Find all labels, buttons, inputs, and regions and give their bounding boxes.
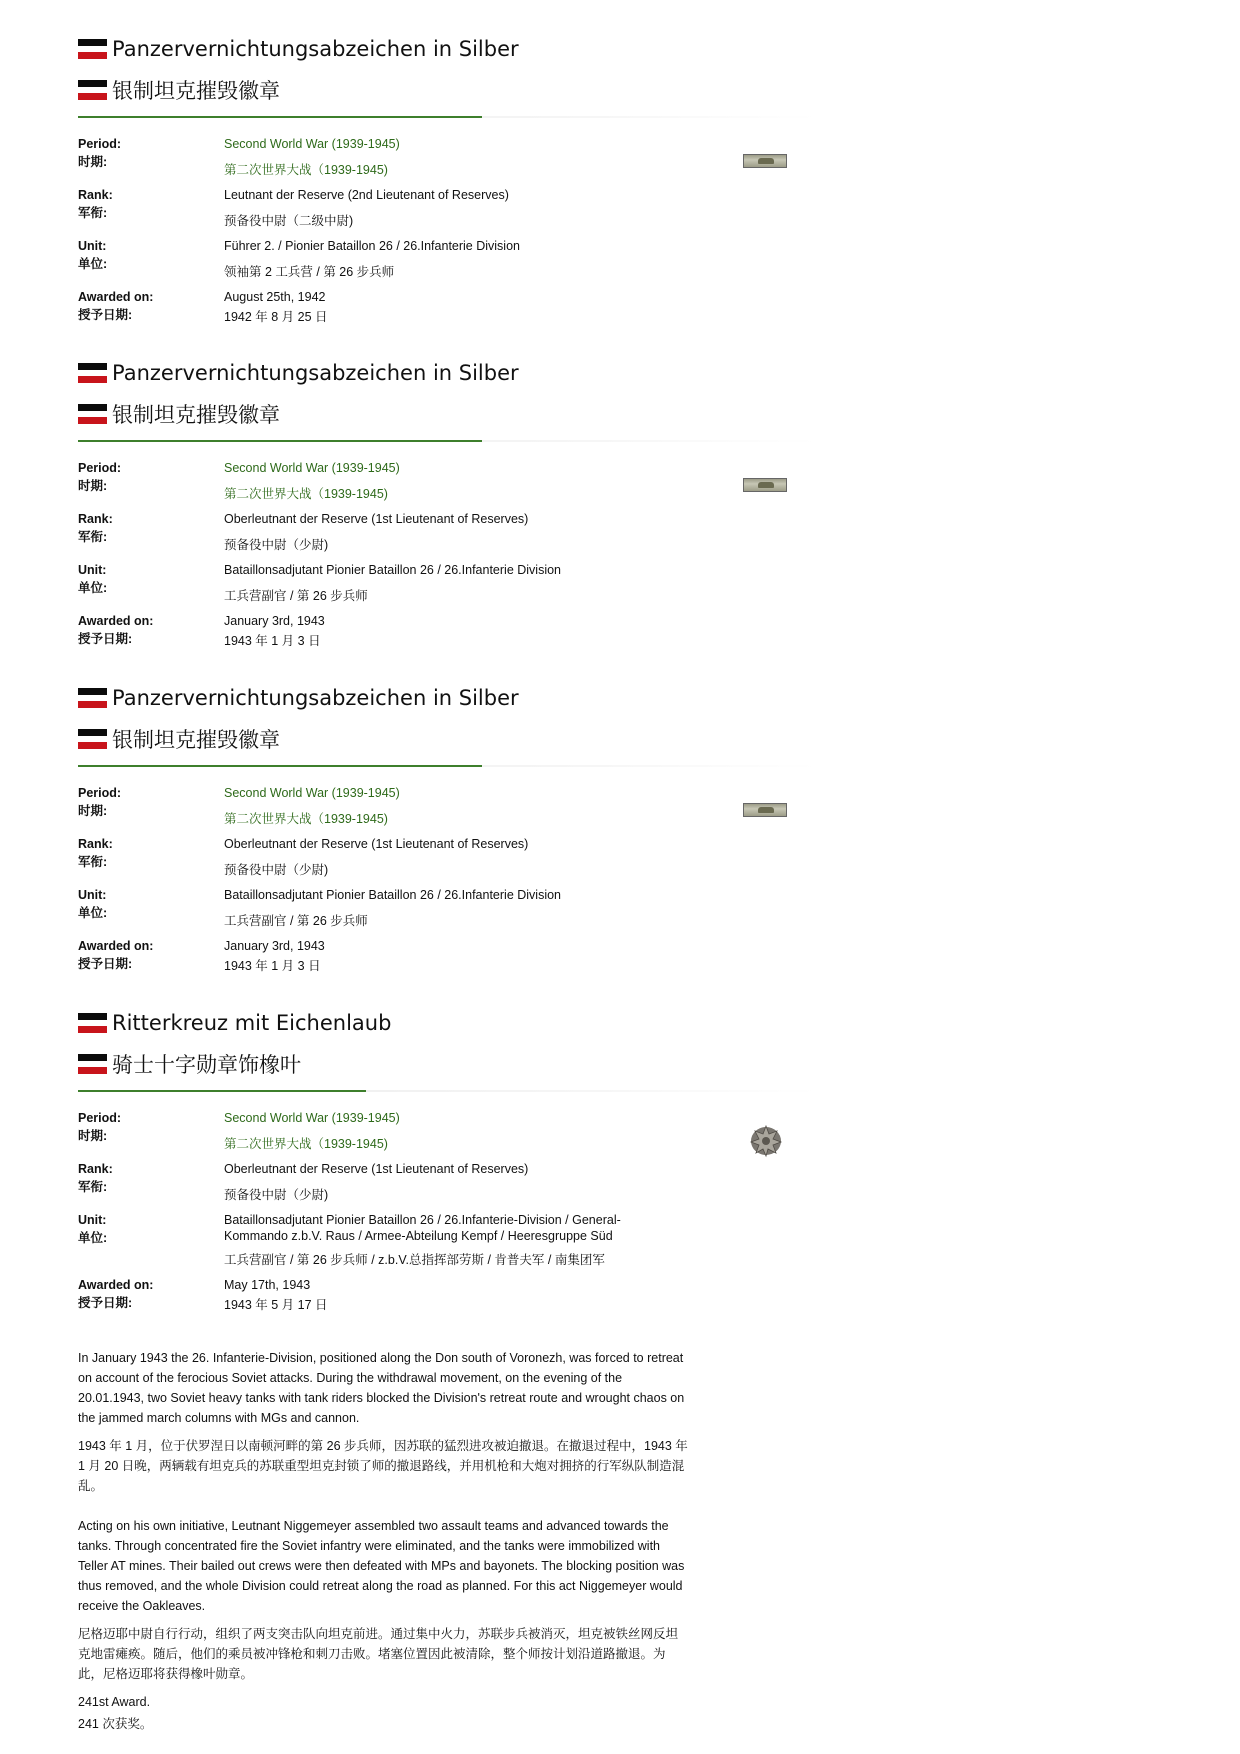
award-title-de: Panzervernichtungsabzeichen in Silber — [112, 361, 519, 385]
rank-row — [78, 836, 818, 880]
unit-row — [78, 562, 818, 606]
reich-flag-icon — [78, 404, 107, 424]
reich-flag-icon — [78, 1013, 107, 1033]
award-count-zh: 241 次获奖。 — [78, 1717, 153, 1731]
awarded-value-en: January 3rd, 1943 — [224, 614, 325, 628]
awarded-label-zh: 授予日期: — [78, 308, 133, 322]
tank-destruction-badge-icon — [743, 803, 787, 817]
awarded-value-en: August 25th, 1942 — [224, 290, 326, 304]
narrative-paragraph-1-zh: 1943 年 1 月，位于伏罗涅日以南顿河畔的第 26 步兵师，因苏联的猛烈进攻被迫撤退。在撤退过程中，1943 年 1 月 20 日晚，两辆载有坦克兵的苏联重型坦克封锁了师的撤退路线，并用机枪和大炮对拥挤的行军纵队制造混乱。 — [78, 1439, 688, 1493]
award-title-de: Panzervernichtungsabzeichen in Silber — [112, 37, 519, 61]
unit-row — [78, 238, 818, 282]
section-divider — [78, 440, 818, 442]
awarded-row — [78, 289, 818, 329]
tank-destruction-badge-icon — [743, 478, 787, 492]
period-value-zh: 第二次世界大战（1939-1945) — [224, 487, 388, 501]
unit-value-zh: 工兵营副官 / 第 26 步兵师 / z.b.V.总指挥部劳斯 / 肯普夫军 / 南集团军 — [224, 1253, 605, 1267]
period-label-zh: 时期: — [78, 155, 108, 169]
rank-value-en: Oberleutnant der Reserve (1st Lieutenant of Reserves) — [224, 837, 529, 851]
award-title-de-line — [78, 34, 818, 64]
rank-label-zh: 军衔: — [78, 206, 108, 220]
period-label-zh: 时期: — [78, 479, 108, 493]
award-details — [78, 785, 818, 978]
period-value-zh: 第二次世界大战（1939-1945) — [224, 812, 388, 826]
section-divider — [78, 1090, 818, 1092]
oak-leaves-icon — [748, 1122, 784, 1158]
award-title-zh-line — [78, 724, 818, 754]
rank-row — [78, 1161, 818, 1205]
awarded-label-zh: 授予日期: — [78, 957, 133, 971]
awarded-value-zh: 1943 年 5 月 17 日 — [224, 1298, 328, 1312]
reich-flag-icon — [78, 39, 107, 59]
period-label-en: Period: — [78, 786, 122, 800]
award-count-en: 241st Award. — [78, 1695, 151, 1709]
unit-value-zh: 工兵营副官 / 第 26 步兵师 — [224, 589, 368, 603]
awarded-row — [78, 1277, 818, 1317]
unit-label-en: Unit: — [78, 1213, 107, 1227]
unit-value-en: Führer 2. / Pionier Bataillon 26 / 26.Infanterie Division — [224, 239, 520, 253]
award-details — [78, 1110, 818, 1317]
reich-flag-icon — [78, 729, 107, 749]
rank-label-zh: 军衔: — [78, 1180, 108, 1194]
period-label-en: Period: — [78, 1111, 122, 1125]
period-row — [78, 460, 818, 504]
unit-label-zh: 单位: — [78, 581, 108, 595]
unit-value-en: Bataillonsadjutant Pionier Bataillon 26 / 26.Infanterie-Division / General-Kommando z.b.V. Raus / Armee-Abteilung Kempf / Heeresgruppe Süd — [224, 1213, 621, 1243]
reich-flag-icon — [78, 688, 107, 708]
rank-value-zh: 预备役中尉（少尉) — [224, 1188, 329, 1202]
rank-value-zh: 预备役中尉（少尉) — [224, 863, 329, 877]
period-value-zh: 第二次世界大战（1939-1945) — [224, 1137, 388, 1151]
awarded-label-zh: 授予日期: — [78, 1296, 133, 1310]
unit-value-zh: 工兵营副官 / 第 26 步兵师 — [224, 914, 368, 928]
period-value-en: Second World War (1939-1945) — [224, 786, 400, 800]
award-title-zh-line — [78, 399, 818, 429]
award-title-de: Panzervernichtungsabzeichen in Silber — [112, 686, 519, 710]
award-entry — [78, 1008, 818, 1324]
award-title-zh: 银制坦克摧毁徽章 — [112, 403, 280, 427]
period-label-zh: 时期: — [78, 804, 108, 818]
rank-value-zh: 预备役中尉（二级中尉) — [224, 214, 354, 228]
period-value-en: Second World War (1939-1945) — [224, 137, 400, 151]
award-entry — [78, 34, 818, 336]
award-details — [78, 460, 818, 653]
award-title-de: Ritterkreuz mit Eichenlaub — [112, 1011, 392, 1035]
period-label-en: Period: — [78, 137, 122, 151]
rank-label-zh: 军衔: — [78, 530, 108, 544]
awarded-label-en: Awarded on: — [78, 939, 154, 953]
reich-flag-icon — [78, 363, 107, 383]
period-label-zh: 时期: — [78, 1129, 108, 1143]
section-divider — [78, 765, 818, 767]
award-title-de-line — [78, 1008, 818, 1038]
narrative-paragraph-1-en: In January 1943 the 26. Infanterie-Division, positioned along the Don south of Voronezh, was forced to retreat on account of the ferocious Soviet attacks. During the withdrawal movement, on the evening of the 20.01.1943, two Soviet heavy tanks with tank riders blocked the Division's retreat route and wrought chaos on the jammed march columns with MGs and cannon. — [78, 1351, 685, 1425]
rank-value-en: Oberleutnant der Reserve (1st Lieutenant of Reserves) — [224, 1162, 529, 1176]
unit-row — [78, 887, 818, 931]
unit-label-en: Unit: — [78, 888, 107, 902]
awarded-row — [78, 613, 818, 653]
rank-label-en: Rank: — [78, 512, 113, 526]
awarded-value-en: May 17th, 1943 — [224, 1278, 311, 1292]
rank-value-zh: 预备役中尉（少尉) — [224, 538, 329, 552]
unit-row — [78, 1212, 818, 1270]
rank-row — [78, 511, 818, 555]
award-title-de-line — [78, 358, 818, 388]
unit-label-en: Unit: — [78, 239, 107, 253]
awarded-row — [78, 938, 818, 978]
reich-flag-icon — [78, 1054, 107, 1074]
narrative-paragraph-2-zh: 尼格迈耶中尉自行行动，组织了两支突击队向坦克前进。通过集中火力，苏联步兵被消灭，坦克被铁丝网反坦克地雷瘫痪。随后，他们的乘员被冲锋枪和刺刀击败。堵塞位置因此被清除，整个师按计划沿道路撤退。为此，尼格迈耶将获得橡叶勋章。 — [78, 1627, 679, 1681]
award-title-zh: 银制坦克摧毁徽章 — [112, 79, 280, 103]
rank-label-en: Rank: — [78, 1162, 113, 1176]
section-divider — [78, 116, 818, 118]
unit-label-zh: 单位: — [78, 1231, 108, 1245]
awarded-label-en: Awarded on: — [78, 614, 154, 628]
period-label-en: Period: — [78, 461, 122, 475]
period-value-zh: 第二次世界大战（1939-1945) — [224, 163, 388, 177]
award-narrative — [78, 1348, 688, 1736]
unit-value-zh: 领袖第 2 工兵营 / 第 26 步兵师 — [224, 265, 395, 279]
period-value-en: Second World War (1939-1945) — [224, 461, 400, 475]
unit-label-zh: 单位: — [78, 257, 108, 271]
awarded-label-en: Awarded on: — [78, 290, 154, 304]
award-entry — [78, 683, 818, 985]
award-title-zh-line — [78, 75, 818, 105]
awarded-value-zh: 1942 年 8 月 25 日 — [224, 310, 328, 324]
award-entry — [78, 358, 818, 660]
awarded-value-en: January 3rd, 1943 — [224, 939, 325, 953]
unit-label-zh: 单位: — [78, 906, 108, 920]
unit-label-en: Unit: — [78, 563, 107, 577]
rank-label-en: Rank: — [78, 837, 113, 851]
narrative-paragraph-2-en: Acting on his own initiative, Leutnant Niggemeyer assembled two assault teams and advanced towards the tanks. Through concentrated fire the Soviet infantry were eliminated, and the tanks were immobilized with Teller AT mines. Their bailed out crews were then defeated with MPs and bayonets. The blocking position was thus removed, and the whole Division could retreat along the road as planned. For this act Niggemeyer would receive the Oakleaves. — [78, 1519, 685, 1613]
awarded-value-zh: 1943 年 1 月 3 日 — [224, 634, 321, 648]
unit-value-en: Bataillonsadjutant Pionier Bataillon 26 / 26.Infanterie Division — [224, 888, 562, 902]
rank-row — [78, 187, 818, 231]
reich-flag-icon — [78, 80, 107, 100]
period-row — [78, 1110, 818, 1154]
award-details — [78, 136, 818, 329]
period-value-en: Second World War (1939-1945) — [224, 1111, 400, 1125]
period-row — [78, 136, 818, 180]
rank-value-en: Oberleutnant der Reserve (1st Lieutenant of Reserves) — [224, 512, 529, 526]
rank-value-en: Leutnant der Reserve (2nd Lieutenant of Reserves) — [224, 188, 509, 202]
rank-label-en: Rank: — [78, 188, 113, 202]
awarded-label-zh: 授予日期: — [78, 632, 133, 646]
rank-label-zh: 军衔: — [78, 855, 108, 869]
award-title-de-line — [78, 683, 818, 713]
award-title-zh: 骑士十字勋章饰橡叶 — [112, 1053, 301, 1077]
unit-value-en: Bataillonsadjutant Pionier Bataillon 26 / 26.Infanterie Division — [224, 563, 562, 577]
award-title-zh-line — [78, 1049, 818, 1079]
awarded-label-en: Awarded on: — [78, 1278, 154, 1292]
awarded-value-zh: 1943 年 1 月 3 日 — [224, 959, 321, 973]
tank-destruction-badge-icon — [743, 154, 787, 168]
award-title-zh: 银制坦克摧毁徽章 — [112, 728, 280, 752]
period-row — [78, 785, 818, 829]
